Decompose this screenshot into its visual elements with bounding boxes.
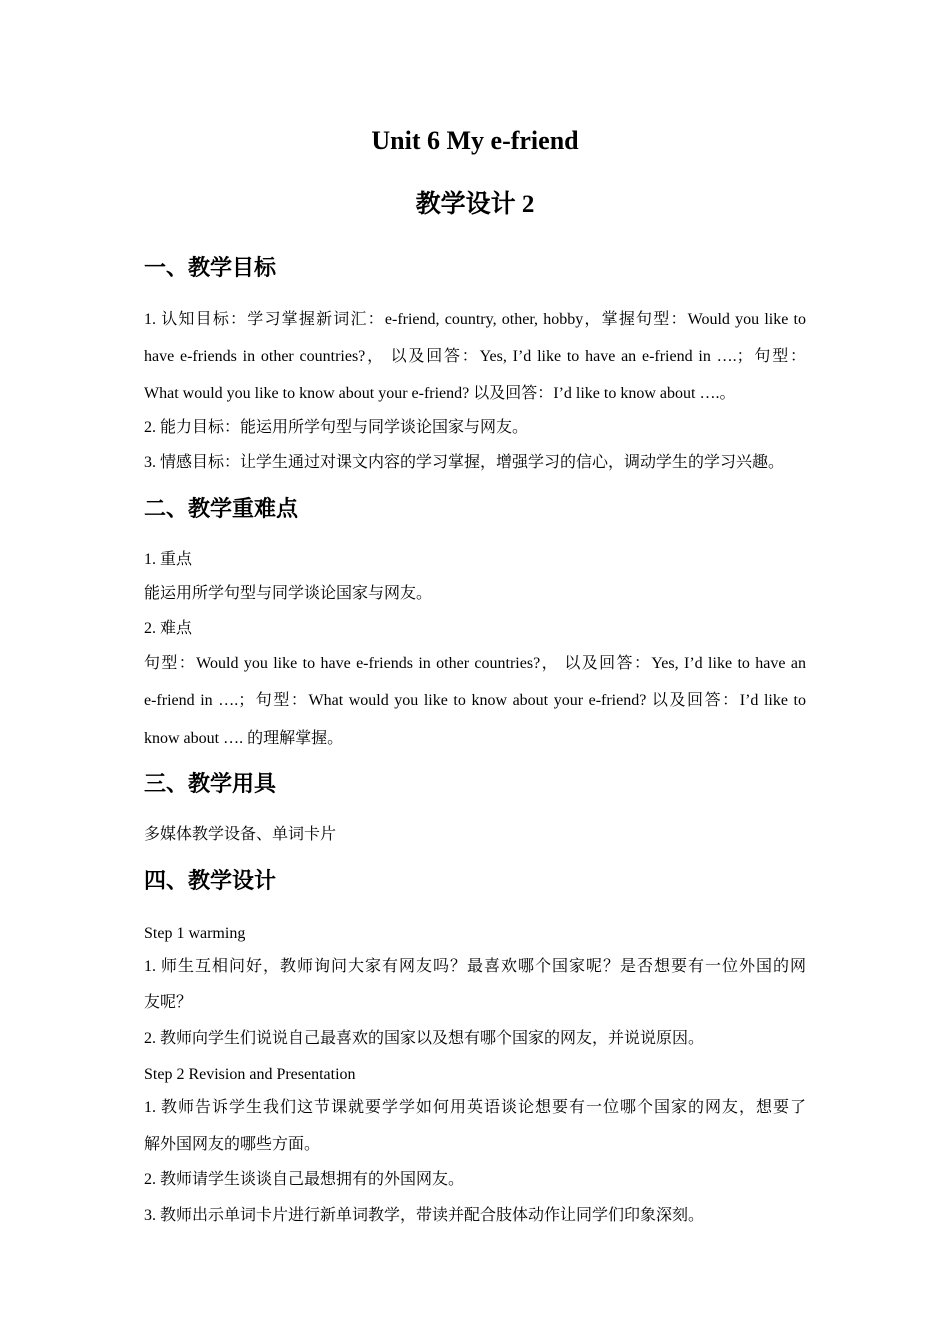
objective-1-line-1: 1. 认知目标：学习掌握新词汇：e-friend, country, other, hobby，掌握句型：Would you like to (144, 311, 806, 328)
step-1-item-2: 2. 教师向学生们说说自己最喜欢的国家以及想有哪个国家的网友，并说说原因。 (144, 1030, 705, 1047)
section-heading-key-points: 二、教学重难点 (144, 497, 299, 522)
step-2-item-3: 3. 教师出示单词卡片进行新单词教学，带读并配合肢体动作让同学们印象深刻。 (144, 1207, 705, 1224)
step-1-title: Step 1 warming (144, 925, 246, 942)
section-heading-design: 四、教学设计 (144, 869, 277, 894)
objective-3: 3. 情感目标：让学生通过对课文内容的学习掌握，增强学习的信心，调动学生的学习兴趣。 (144, 454, 785, 471)
section-heading-objectives: 一、教学目标 (144, 256, 277, 281)
step-1-item-1-line-1: 1. 师生互相问好，教师询问大家有网友吗？最喜欢哪个国家呢？是否想要有一位外国的网 (144, 958, 806, 975)
step-1-item-1-line-2: 友呢？ (144, 994, 193, 1011)
difficulty-line-1: 句型：Would you like to have e-friends in other countries?， 以及回答：Yes, I’d like to have an (144, 655, 806, 672)
objective-1-line-3: What would you like to know about your e-friend? 以及回答：I’d like to know about ….。 (144, 385, 736, 402)
step-2-item-1-line-1: 1. 教师告诉学生我们这节课就要学学如何用英语谈论想要有一位哪个国家的网友，想要了 (144, 1099, 806, 1116)
difficulty-label: 2. 难点 (144, 620, 193, 637)
step-2-item-2: 2. 教师请学生谈谈自己最想拥有的外国网友。 (144, 1171, 465, 1188)
section-heading-tools: 三、教学用具 (144, 772, 277, 797)
tools-text: 多媒体教学设备、单词卡片 (144, 826, 337, 843)
objective-1-line-2: have e-friends in other countries?， 以及回答：Yes, I’d like to have an e-friend in ….；句型： (144, 348, 806, 365)
step-2-title: Step 2 Revision and Presentation (144, 1066, 356, 1083)
step-2-item-1-line-2: 解外国网友的哪些方面。 (144, 1136, 321, 1153)
difficulty-line-3: know about …. 的理解掌握。 (144, 730, 344, 747)
objective-2: 2. 能力目标：能运用所学句型与同学谈论国家与网友。 (144, 419, 529, 436)
key-point-label: 1. 重点 (144, 551, 193, 568)
difficulty-line-2: e-friend in ….；句型：What would you like to know about your e-friend? 以及回答：I’d like to (144, 692, 806, 709)
document-subtitle: 教学设计 2 (415, 191, 535, 218)
key-point-text: 能运用所学句型与同学谈论国家与网友。 (144, 585, 433, 602)
document-title: Unit 6 My e-friend (371, 126, 579, 155)
